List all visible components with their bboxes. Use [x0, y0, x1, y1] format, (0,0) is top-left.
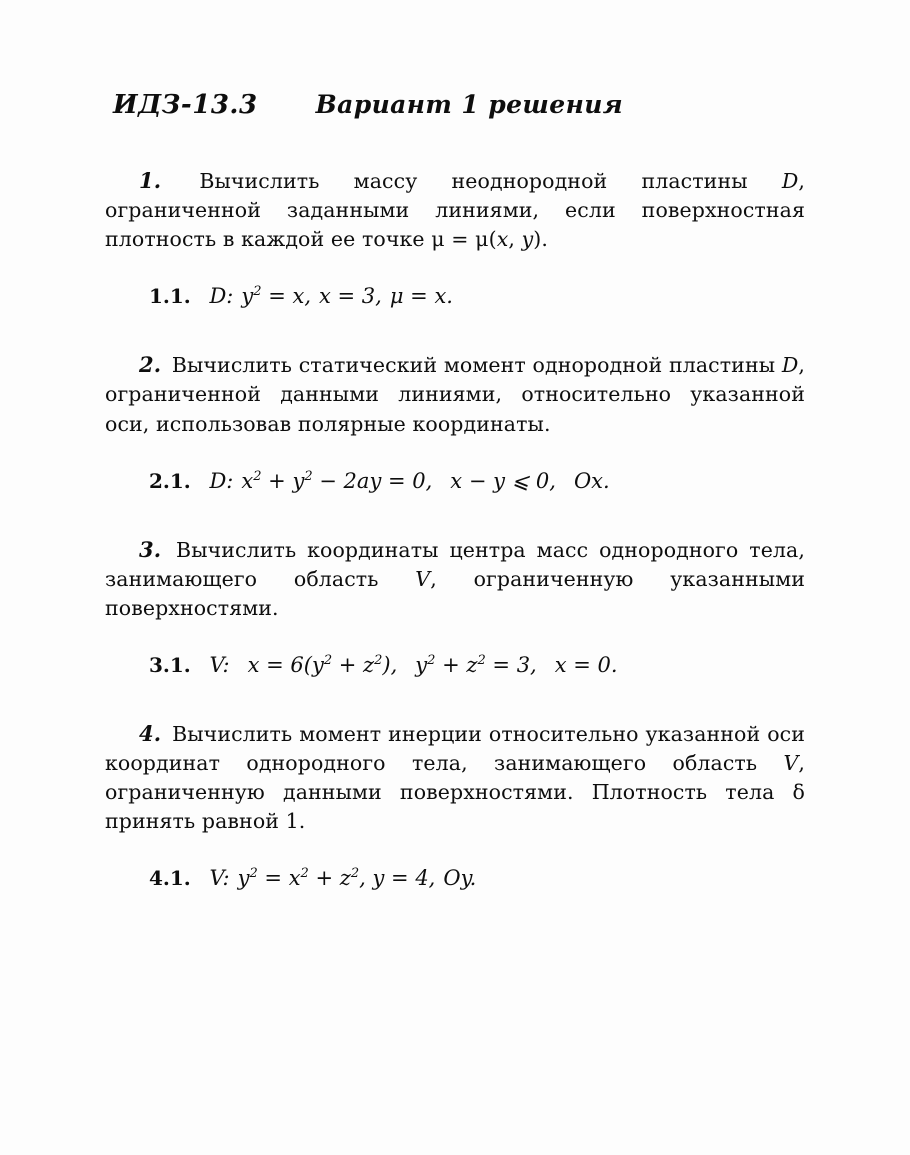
task-4-item-1-label: 4.1.	[149, 866, 191, 891]
task-3-item-1-formula: V: $x = 6(y^2 + z^2)$, $y^2 + z^2 = 3$, x = 0.	[209, 652, 618, 677]
task-3-number: 3.	[139, 536, 162, 562]
task-4-item-1	[105, 866, 805, 890]
task-2-item-1-label: 2.1.	[149, 468, 191, 493]
task-1-number: 1.	[139, 168, 162, 193]
task-2-number: 2.	[139, 352, 162, 378]
task-1-item-1-label: 1.1.	[149, 284, 191, 309]
page-heading	[105, 90, 805, 120]
task-3-item-1	[105, 653, 805, 677]
task-4-item-1-formula: V: $y^2 = x^2 + z^2$, y = 4, Oy.	[209, 866, 477, 891]
task-4	[105, 719, 805, 890]
task-2-item-1	[105, 469, 805, 493]
heading-variant: Вариант 1 решения	[315, 90, 624, 119]
task-3	[105, 535, 805, 677]
task-4-number: 4.	[139, 720, 162, 746]
task-3-item-1-label: 3.1.	[149, 652, 191, 677]
task-2-item-1-formula: D: $x^2 + y^2 - 2ay = 0$, x − y ⩽ 0, Ox.	[209, 468, 610, 493]
heading-code: ИДЗ-13.3	[113, 90, 258, 120]
task-1-item-1	[105, 284, 805, 308]
task-4-text: 4. Вычислить момент инерции относительно указанной оси координат однородного тела, занимающего область V, ограниченную данными поверхностями. Плотность тела δ принять равной 1.	[105, 720, 805, 834]
task-1-item-1-formula: D: $y^2 = x$, x = 3, μ = x.	[209, 284, 453, 309]
task-2-text: 2. Вычислить статический момент однородной пластины D, ограниченной данными линиями, относительно указанной оси, использовав полярные координаты.	[105, 352, 805, 436]
task-1-text: 1. Вычислить массу неоднородной пластины D, ограниченной заданными линиями, если поверхностная плотность в каждой ее точке μ = μ(x, y).	[105, 168, 805, 252]
document-content	[105, 90, 805, 932]
task-2	[105, 350, 805, 492]
task-3-text: 3. Вычислить координаты центра масс однородного тела, занимающего область V, ограниченную указанными поверхностями.	[105, 536, 805, 620]
task-1	[105, 166, 805, 308]
